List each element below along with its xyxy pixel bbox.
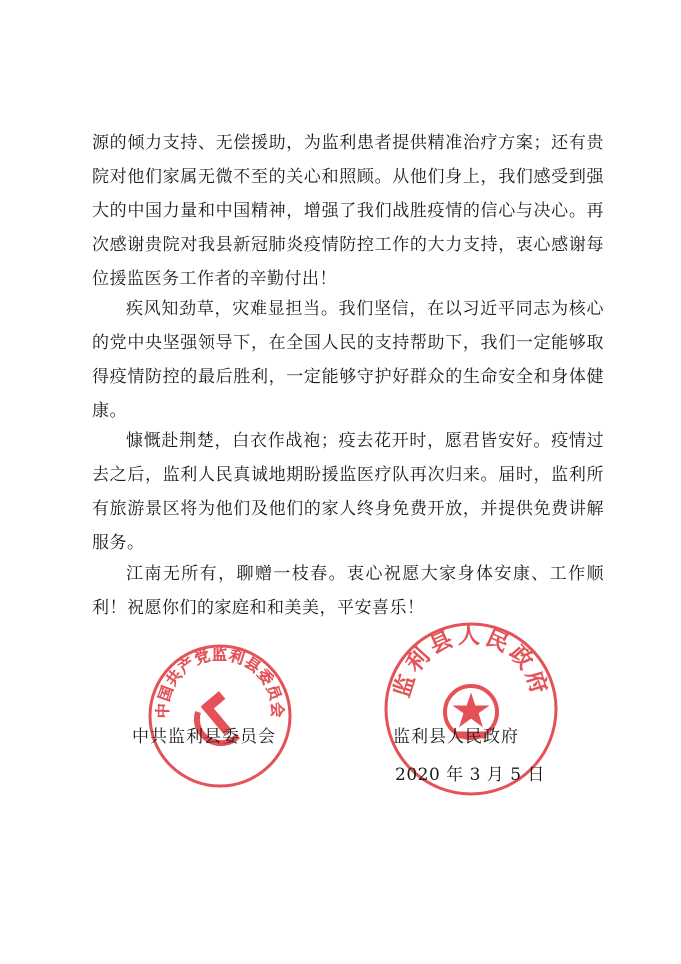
signature-date: 2020 年 3 月 5 日 [395, 765, 545, 785]
svg-text:监利县人民政府 [390, 624, 552, 700]
svg-text:中国共产党监利县委员会 [154, 646, 286, 719]
government-seal-ring-text: 监利县人民政府 [389, 623, 553, 701]
paragraph-confidence: 疾风知劲草，灾难显担当。我们坚信，在以习近平同志为核心的党中央坚强领导下，在全国人民的支持帮助下，我们一定能够取得疫情防控的最后胜利，一定能够守护好群众的生命安全和身体健康。 [92, 299, 604, 421]
signature-party-committee: 中共监利县委员会 [132, 727, 276, 747]
paragraph-gratitude: 源的倾力支持、无偿援助，为监利患者提供精准治疗方案；还有贵院对他们家属无微不至的关心和照顾。从他们身上，我们感受到强大的中国力量和中国精神，增强了我们战胜疫情的信心与决心。再次感谢贵院对我县新冠肺炎疫情防控工作的大力支持，衷心感谢每位援监医务工作者的辛勤付出！ [92, 133, 604, 289]
party-seal-ring-text: 中国共产党监利县委员会 [153, 645, 287, 719]
party-committee-seal [146, 642, 294, 790]
signature-county-government: 监利县人民政府 [393, 727, 519, 747]
paragraph-wishes: 江南无所有，聊赠一枝春。衷心祝愿大家身体安康、工作顺利！祝愿你们的家庭和和美美，平安喜乐！ [92, 564, 604, 618]
paragraph-invitation: 慷慨赴荆楚，白衣作战袍；疫去花开时，愿君皆安好。疫情过去之后，监利人民真诚地期盼援监医疗队再次归来。届时，监利所有旅游景区将为他们及他们的家人终身免费开放，并提供免费讲解服务。 [92, 431, 604, 553]
